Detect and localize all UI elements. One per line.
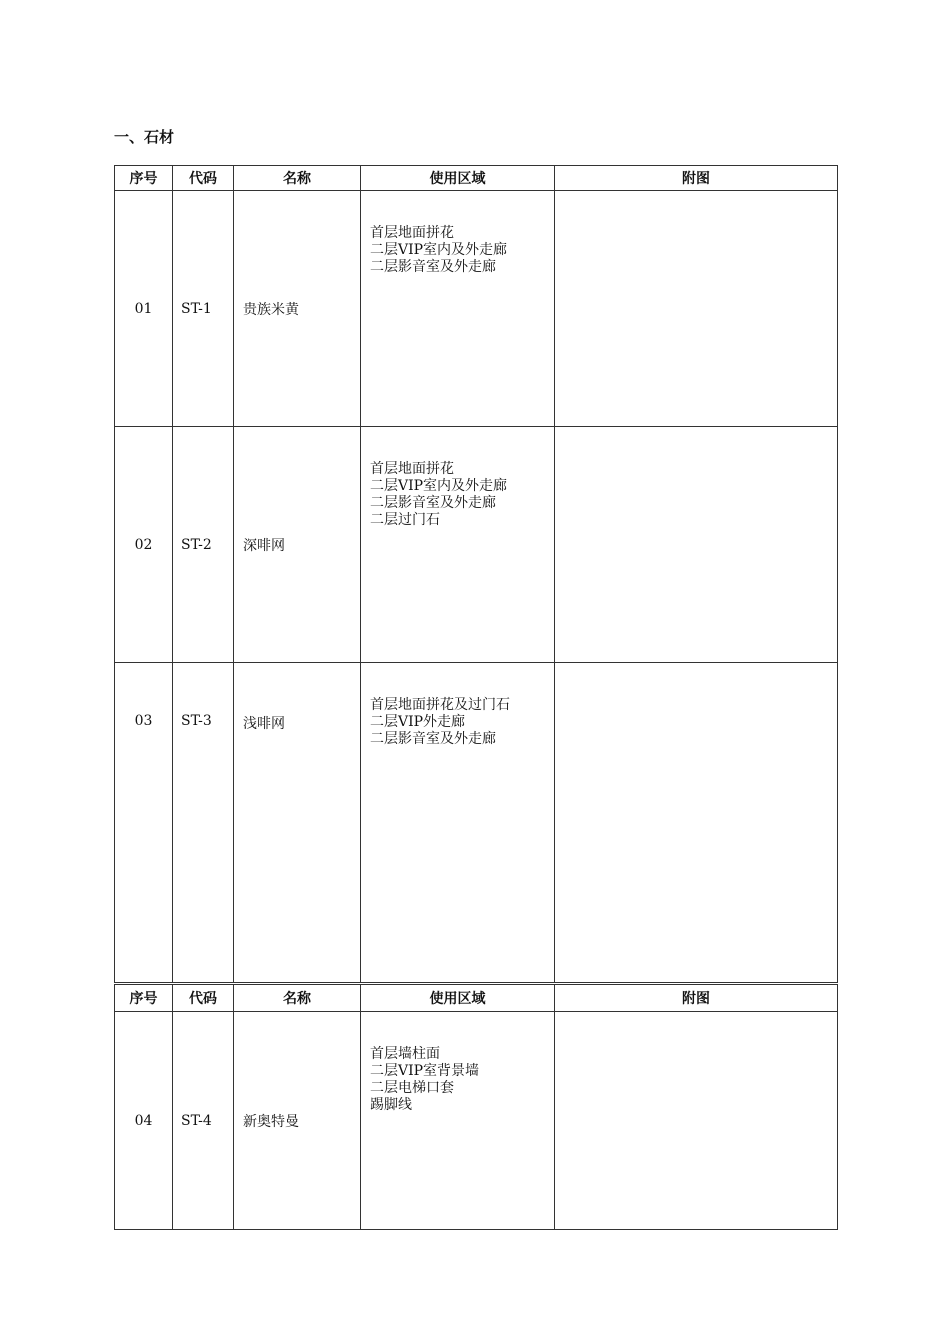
materials-table-2	[114, 984, 838, 1230]
table-row	[115, 663, 838, 983]
row-image-cell	[555, 191, 838, 427]
table-header-row	[115, 166, 838, 191]
row-name: 贵族米黄	[234, 191, 361, 427]
header-code: 代码	[173, 985, 234, 1012]
area-line: 二层VIP室背景墙	[370, 1063, 480, 1079]
area-line: 二层过门石	[370, 512, 440, 528]
header-name: 名称	[234, 985, 361, 1012]
row-area	[361, 663, 555, 983]
row-seq: 01	[115, 191, 173, 427]
table-header-row	[115, 985, 838, 1012]
area-line: 二层影音室及外走廊	[370, 731, 496, 747]
row-seq: 02	[115, 427, 173, 663]
area-line: 二层VIP室内及外走廊	[370, 478, 508, 494]
row-seq: 04	[115, 1012, 173, 1230]
header-image: 附图	[555, 166, 838, 191]
area-line: 二层VIP外走廊	[370, 714, 466, 730]
row-image-cell	[555, 1012, 838, 1230]
header-seq: 序号	[115, 985, 173, 1012]
table-row	[115, 1012, 838, 1230]
row-seq: 03	[115, 663, 173, 983]
area-line: 首层地面拼花及过门石	[370, 697, 510, 713]
row-code: ST-1	[173, 191, 234, 427]
area-line: 二层电梯口套	[370, 1080, 454, 1096]
row-name: 浅啡网	[234, 663, 361, 983]
area-line: 二层VIP室内及外走廊	[370, 242, 508, 258]
header-image: 附图	[555, 985, 838, 1012]
area-line: 二层影音室及外走廊	[370, 495, 496, 511]
row-image-cell	[555, 663, 838, 983]
row-name: 新奥特曼	[234, 1012, 361, 1230]
area-line: 首层地面拼花	[370, 225, 454, 241]
row-area	[361, 1012, 555, 1230]
row-code: ST-3	[173, 663, 234, 983]
materials-table-1	[114, 165, 838, 983]
row-area	[361, 427, 555, 663]
row-area	[361, 191, 555, 427]
header-name: 名称	[234, 166, 361, 191]
row-name: 深啡网	[234, 427, 361, 663]
header-area: 使用区域	[361, 985, 555, 1012]
area-line: 首层墙柱面	[370, 1046, 440, 1062]
row-code: ST-4	[173, 1012, 234, 1230]
table-row	[115, 427, 838, 663]
area-line: 踢脚线	[370, 1097, 412, 1113]
table-row	[115, 191, 838, 427]
header-seq: 序号	[115, 166, 173, 191]
row-code: ST-2	[173, 427, 234, 663]
row-image-cell	[555, 427, 838, 663]
header-code: 代码	[173, 166, 234, 191]
area-line: 二层影音室及外走廊	[370, 259, 496, 275]
header-area: 使用区域	[361, 166, 555, 191]
section-title: 一、石材	[114, 128, 175, 146]
area-line: 首层地面拼花	[370, 461, 454, 477]
